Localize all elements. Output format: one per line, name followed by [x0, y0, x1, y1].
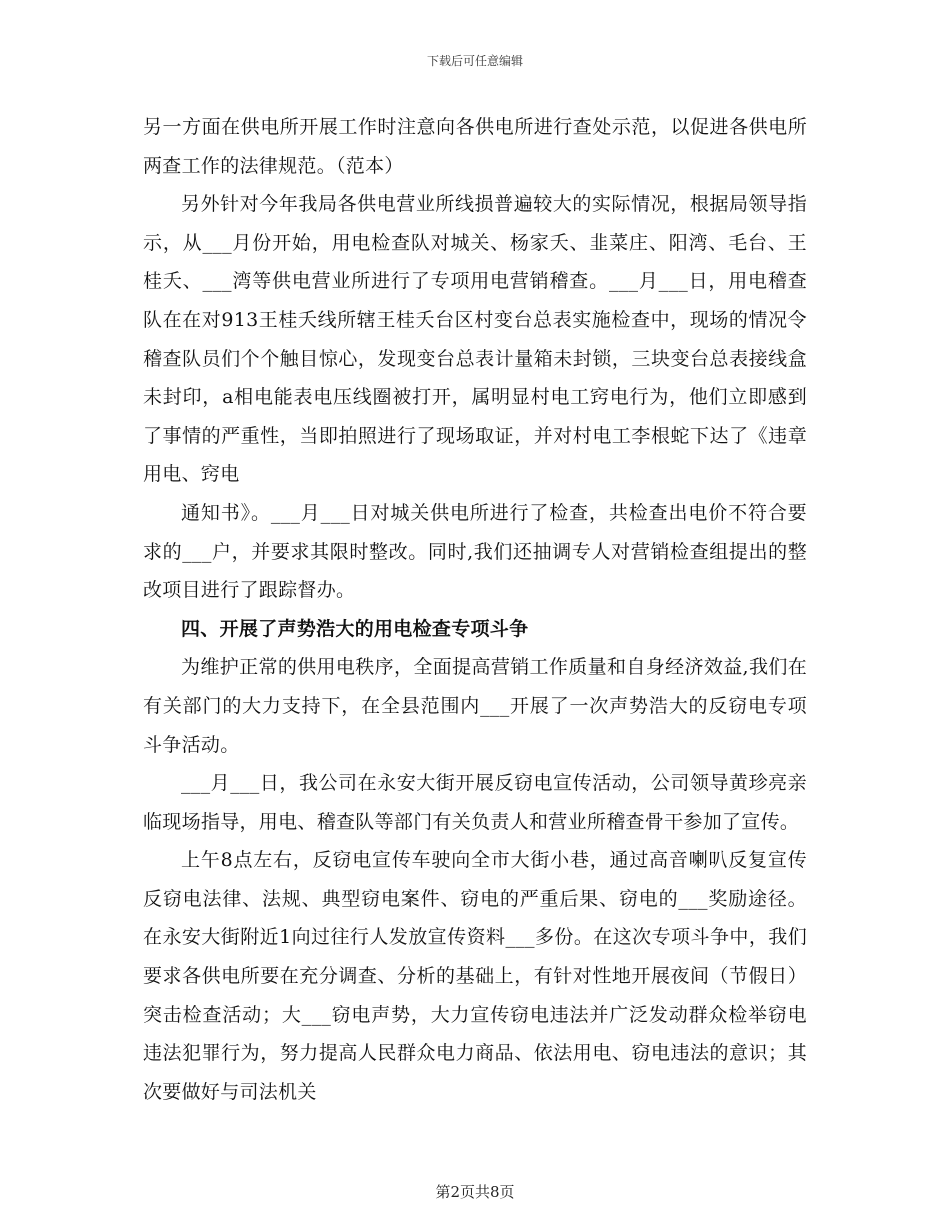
document-body [143, 108, 807, 1111]
page-header: 下载后可任意编辑 [426, 54, 523, 68]
paragraph-publicity-event: ___月___日，我公司在永安大街开展反窃电宣传活动，公司领导黄珍亮亲临现场指导，用电、稽查队等部门有关负责人和营业所稽查骨干参加了宣传。 [143, 772, 807, 833]
page-number: 第2页共8页 [435, 1183, 515, 1201]
paragraph-publicity-details: 上午8点左右，反窃电宣传车驶向全市大街小巷，通过高音喇叭反复宣传反窃电法律、法规、典型窃电案件、窃电的严重后果、窃电的___奖励途径。在永安大街附近1向过往行人发放宣传资料___多份。在这次专项斗争中，我们要求各供电所要在充分调查、分析的基础上，有针对性地开展夜间（节假日）突击检查活动；大___窃电声势，大力宣传窃电违法并广泛发动群众检举窃电违法犯罪行为，努力提高人民群众电力商品、依法用电、窃电违法的意识；其次要做好与司法机关 [143, 849, 807, 1103]
paragraph-special-inspection: 另外针对今年我局各供电营业所线损普遍较大的实际情况，根据局领导指示，从___月份开始，用电检查队对城关、杨家夭、韭菜庄、阳湾、毛台、王桂夭、___湾等供电营业所进行了专项用电营销稽查。___月___日，用电稽查队在在对913王桂夭线所辖王桂夭台区村变台总表实施检查中，现场的情况令稽查队员们个个触目惊心，发现变台总表计量箱未封锁，三块变台总表接线盒未封印，a相电能表电压线圈被打开，属明显村电工窍电行为，他们立即感到了事情的严重性，当即拍照进行了现场取证，并对村电工李根蛇下达了《违章用电、窍电 [143, 193, 807, 486]
paragraph-campaign-intro: 为维护正常的供用电秩序，全面提高营销工作质量和自身经济效益,我们在有关部门的大力支持下，在全县范围内___开展了一次声势浩大的反窃电专项斗争活动。 [143, 656, 807, 756]
paragraph-continuation: 另一方面在供电所开展工作时注意向各供电所进行查处示范，以促进各供电所两查工作的法律规范。（范本） [143, 116, 807, 177]
paragraph-notice-followup: 通知书》。___月___日对城关供电所进行了检查，共检查出电价不符合要求的___户，并要求其限时整改。同时,我们还抽调专人对营销检查组提出的整改项目进行了跟踪督办。 [143, 501, 807, 602]
section-heading: 四、开展了声势浩大的用电检查专项斗争 [181, 617, 529, 640]
